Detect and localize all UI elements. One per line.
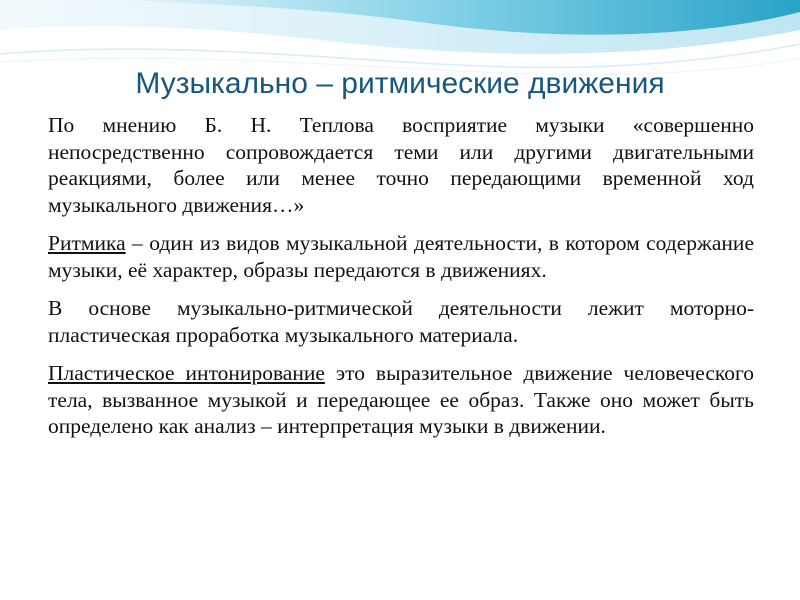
paragraph-plastic-intonation: [48, 360, 754, 440]
term-plastic-intonation: Пластическое интонирование: [48, 361, 325, 385]
paragraph-rhythmics: [48, 230, 754, 283]
paragraph-text: это выразительное движение человеческого тела, вызванное музыкой и передающее ее образ. Также оно может быть определено как анализ – интерпретация музыки в движении.: [48, 361, 754, 438]
paragraph-text: – один из видов музыкальной деятельности, в котором содержание музыки, её характер, образы передаются в движениях.: [48, 231, 754, 282]
slide-body: [48, 112, 754, 452]
paragraph-text: В основе музыкально-ритмической деятельности лежит моторно-пластическая проработка музыкального материала.: [48, 296, 754, 347]
paragraph-text: По мнению Б. Н. Теплова восприятие музыки «совершенно непосредственно сопровождается теми или другими двигательными реакциями, более или менее точно передающими временной ход музыкального движения…»: [48, 113, 754, 217]
paragraph-teplov: [48, 112, 754, 218]
paragraph-basis: [48, 295, 754, 348]
term-rhythmics: Ритмика: [48, 231, 126, 255]
slide-title: Музыкально – ритмические движения: [135, 67, 665, 100]
